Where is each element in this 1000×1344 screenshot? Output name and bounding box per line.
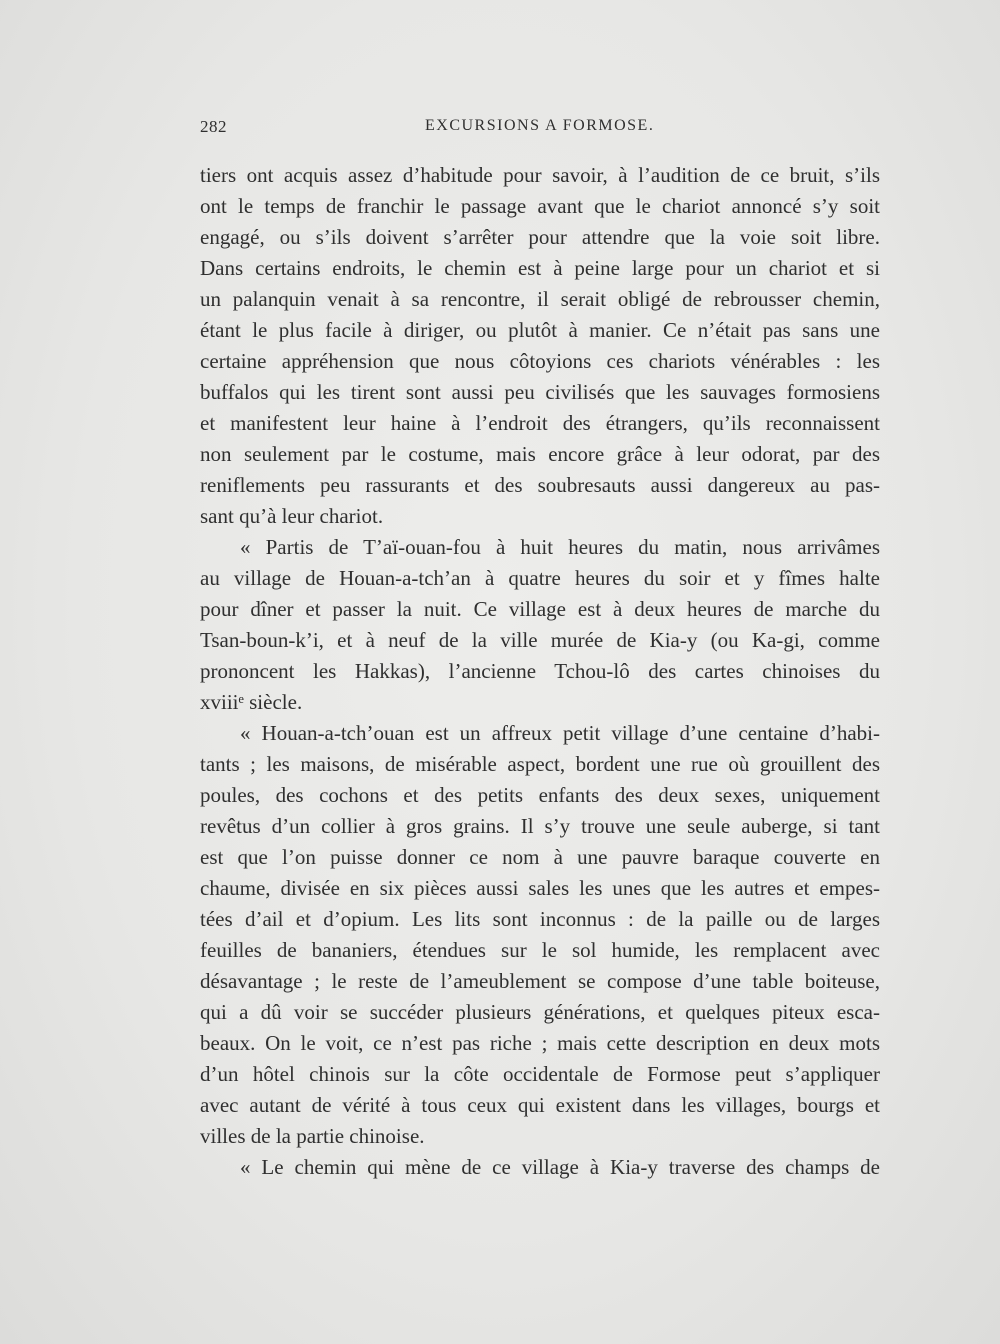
text-line: engagé, ou s’ils doivent s’arrêter pour attendre que la voie soit libre. [200,225,880,249]
paragraph-start-line: « Partis de T’aï-ouan-fou à huit heures du matin, nous arrivâmes [240,535,880,559]
text-line: Tsan-boun-k’i, et à neuf de la ville murée de Kia-y (ou Ka-gi, comme [200,628,880,652]
text-line: chaume, divisée en six pièces aussi sales les unes que les autres et empes- [200,876,880,900]
text-line: un palanquin venait à sa rencontre, il serait obligé de rebrousser chemin, [200,287,880,311]
text-line: au village de Houan-a-tch’an à quatre heures du soir et y fîmes halte [200,566,880,590]
text-line: tiers ont acquis assez d’habitude pour savoir, à l’audition de ce bruit, s’ils [200,163,880,187]
page-header [200,117,880,141]
paragraph-start-line: « Houan-a-tch’ouan est un affreux petit village d’une centaine d’habi- [240,721,880,745]
text-line: reniflements peu rassurants et des soubresauts aussi dangereux au pas- [200,473,880,497]
text-line: certaine appréhension que nous côtoyions ces chariots vénérables : les [200,349,880,373]
text-line: revêtus d’un collier à gros grains. Il s’y trouve une seule auberge, si tant [200,814,880,838]
text-line: tants ; les maisons, de misérable aspect, bordent une rue où grouillent des [200,752,880,776]
text-line: avec autant de vérité à tous ceux qui existent dans les villages, bourgs et [200,1093,880,1117]
page-number: 282 [200,117,227,136]
text-line: poules, des cochons et des petits enfants des deux sexes, uniquement [200,783,880,807]
paragraph-start-line: « Le chemin qui mène de ce village à Kia-y traverse des champs de [240,1155,880,1179]
text-line: et manifestent leur haine à l’endroit des étrangers, qu’ils reconnaissent [200,411,880,435]
paragraph-end-line: sant qu’à leur chariot. [200,504,384,528]
text-line: ont le temps de franchir le passage avant que le chariot annoncé s’y soit [200,194,880,218]
text-line: Dans certains endroits, le chemin est à peine large pour un chariot et si [200,256,880,280]
paragraph-end-line: villes de la partie chinoise. [200,1124,425,1148]
text-line: prononcent les Hakkas), l’ancienne Tchou-lô des cartes chinoises du [200,659,880,683]
body-text [200,160,880,1183]
text-line: étant le plus facile à diriger, ou plutôt à manier. Ce n’était pas sans une [200,318,880,342]
paragraph-end-line: xviiiᵉ siècle. [200,690,303,714]
text-line: d’un hôtel chinois sur la côte occidentale de Formose peut s’appliquer [200,1062,880,1086]
text-line: tées d’ail et d’opium. Les lits sont inconnus : de la paille ou de larges [200,907,880,931]
text-line: non seulement par le costume, mais encore grâce à leur odorat, par des [200,442,880,466]
text-line: buffalos qui les tirent sont aussi peu civilisés que les sauvages formosiens [200,380,880,404]
text-line: feuilles de bananiers, étendues sur le sol humide, les remplacent avec [200,938,880,962]
running-title: EXCURSIONS A FORMOSE. [425,117,655,134]
text-line: pour dîner et passer la nuit. Ce village est à deux heures de marche du [200,597,880,621]
text-line: désavantage ; le reste de l’ameublement se compose d’une table boiteuse, [200,969,880,993]
text-line: beaux. On le voit, ce n’est pas riche ; mais cette description en deux mots [200,1031,880,1055]
text-line: qui a dû voir se succéder plusieurs générations, et quelques piteux esca- [200,1000,880,1024]
text-line: est que l’on puisse donner ce nom à une pauvre baraque couverte en [200,845,880,869]
